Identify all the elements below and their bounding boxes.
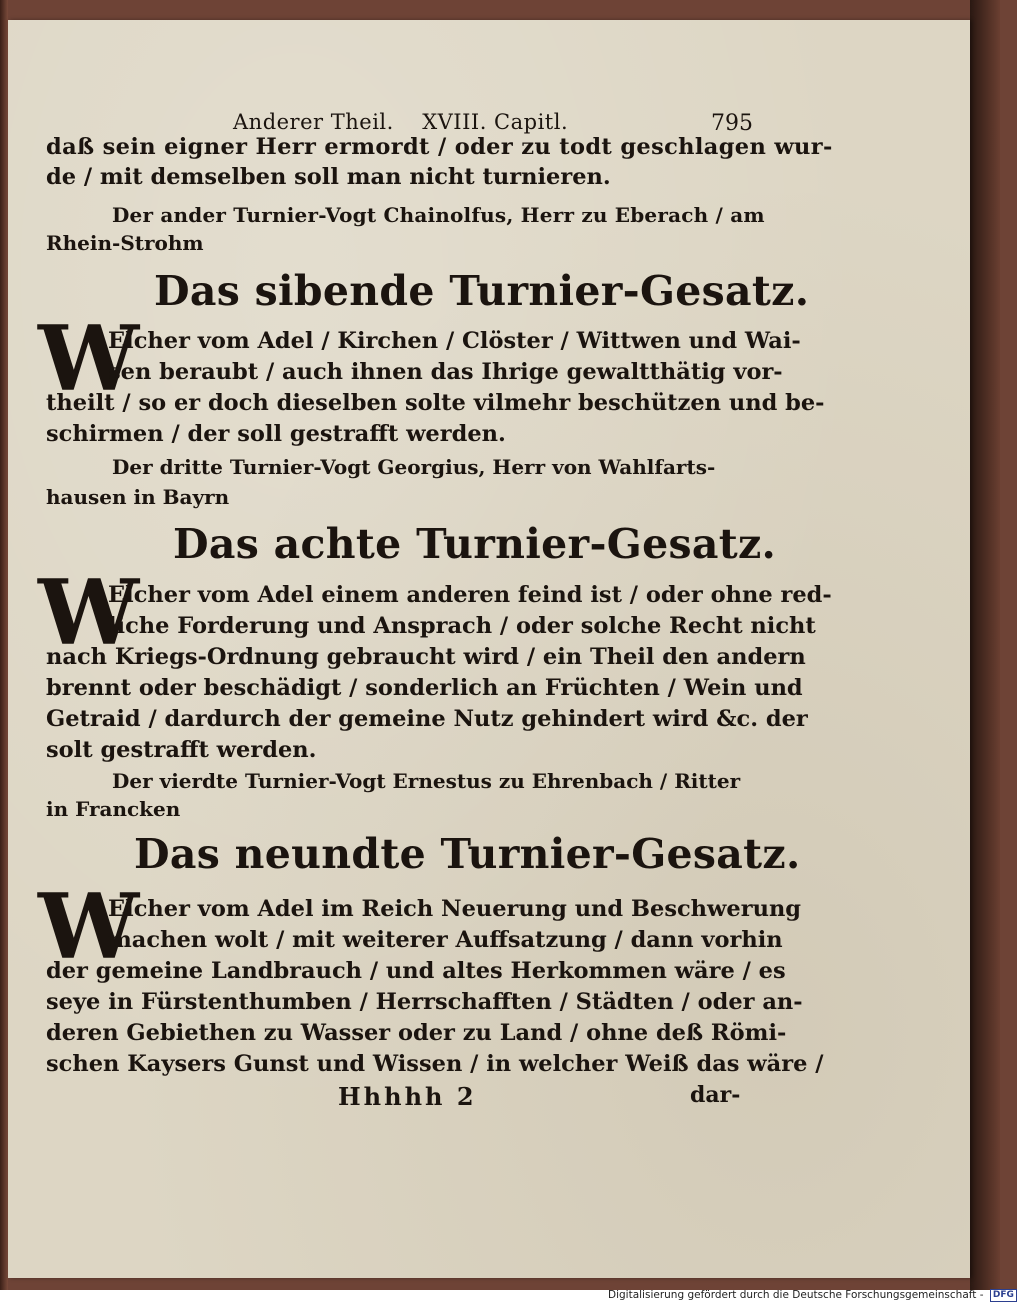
text-line: schen Kaysers Gunst und Wissen / in welcher Weiß das wäre / bbox=[46, 1051, 824, 1077]
text-line: deren Gebiethen zu Wasser oder zu Land / ohne deß Römi- bbox=[46, 1020, 787, 1046]
funding-credit-text: Digitalisierung gefördert durch die Deutsche Forschungsgemeinschaft - bbox=[608, 1289, 984, 1301]
text-line: sen beraubt / auch ihnen das Ihrige gewaltthätig vor- bbox=[108, 359, 783, 385]
text-line: Elcher vom Adel im Reich Neuerung und Beschwerung bbox=[108, 896, 802, 922]
running-head-right: XVIII. Capitl. bbox=[422, 110, 569, 134]
text-line: machen wolt / mit weiterer Auffsatzung / dann vorhin bbox=[108, 927, 783, 953]
text-line: daß sein eigner Herr ermordt / oder zu todt geschlagen wur- bbox=[46, 134, 833, 160]
section-heading: Das neundte Turnier-Gesatz. bbox=[134, 830, 801, 878]
text-line: Getraid / dardurch der gemeine Nutz gehindert wird &c. der bbox=[46, 706, 808, 732]
vogt-line: Der dritte Turnier-Vogt Georgius, Herr von Wahlfarts- bbox=[112, 455, 716, 479]
section-heading: Das achte Turnier-Gesatz. bbox=[173, 520, 777, 568]
initial-capital: W bbox=[38, 306, 140, 412]
initial-capital: W bbox=[38, 874, 140, 980]
vogt-line: Der vierdte Turnier-Vogt Ernestus zu Ehrenbach / Ritter bbox=[112, 769, 741, 793]
funding-credit bbox=[608, 1288, 1017, 1302]
book-edge-right bbox=[970, 0, 1000, 1290]
text-line: solt gestrafft werden. bbox=[46, 737, 317, 763]
page-number: 795 bbox=[711, 111, 753, 136]
dfg-logo-icon: DFG bbox=[990, 1289, 1017, 1302]
running-head-left: Anderer Theil. bbox=[233, 110, 394, 134]
vogt-line: hausen in Bayrn bbox=[46, 485, 230, 509]
text-line: de / mit demselben soll man nicht turnieren. bbox=[46, 164, 611, 190]
running-head bbox=[233, 110, 568, 134]
text-line: theilt / so er doch dieselben solte vilmehr beschützen und be- bbox=[46, 390, 825, 416]
catchword: dar- bbox=[690, 1082, 741, 1108]
text-line: schirmen / der soll gestrafft werden. bbox=[46, 421, 506, 447]
text-line: der gemeine Landbrauch / und altes Herkommen wäre / es bbox=[46, 958, 786, 984]
vogt-line: Rhein-Strohm bbox=[46, 231, 204, 255]
text-line: seye in Fürstenthumben / Herrschafften / Städten / oder an- bbox=[46, 989, 803, 1015]
text-line: nach Kriegs-Ordnung gebraucht wird / ein Theil den andern bbox=[46, 644, 806, 670]
section-heading: Das sibende Turnier-Gesatz. bbox=[154, 267, 810, 315]
printer-signature: Hhhhh 2 bbox=[338, 1082, 477, 1111]
vogt-line: Der ander Turnier-Vogt Chainolfus, Herr zu Eberach / am bbox=[112, 203, 765, 227]
initial-capital: W bbox=[38, 560, 140, 666]
text-line: liche Forderung und Ansprach / oder solche Recht nicht bbox=[108, 613, 816, 639]
book-edge-left bbox=[0, 0, 8, 1290]
text-line: Elcher vom Adel / Kirchen / Clöster / Wittwen und Wai- bbox=[108, 328, 801, 354]
text-line: brennt oder beschädigt / sonderlich an Früchten / Wein und bbox=[46, 675, 803, 701]
page-scan bbox=[8, 20, 970, 1278]
vogt-line: in Francken bbox=[46, 797, 181, 821]
text-line: Elcher vom Adel einem anderen feind ist / oder ohne red- bbox=[108, 582, 832, 608]
